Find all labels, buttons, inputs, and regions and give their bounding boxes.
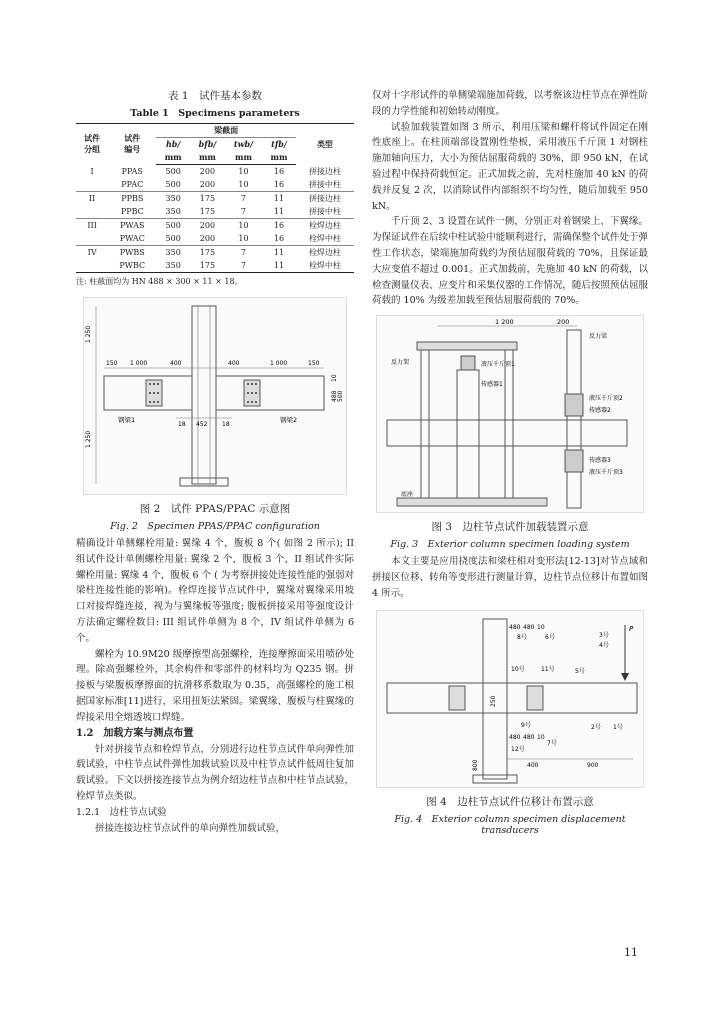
fig3-d1200: 1 200: [495, 318, 514, 327]
fig2-d1000b: 1 000: [270, 360, 288, 367]
cell-code: PPBC: [120, 207, 144, 216]
cell-type: 拼接中柱: [308, 207, 341, 216]
cell-bf: 175: [190, 192, 225, 206]
left-paragraph-1: 精确设计单侧螺栓用量: 翼缘 4 个，腹板 8 个( 如图 2 所示); II 组试件设计单侧螺栓用量: 翼缘 2 个，腹板 3 个，II 组试件实际螺栓用量: 翼缘 4 个，腹板 6 个 ( 为考察拼接处连接性能的强弱对梁柱连接性能的影响)。栓焊连接节点试件中，翼缘对翼缘采用坡口对接焊缝连接，视为与翼缘板等强度; 腹板拼接采用等强度设计方法确定螺栓数目: III 组试件单侧为 8 个，IV 组试件单侧为 6 个。: [76, 538, 354, 644]
fig4-n3: 3号: [599, 631, 609, 639]
cell-code: PWBS: [108, 246, 156, 260]
fig2-d452: 452: [196, 421, 208, 428]
fig2-d150b: 150: [308, 360, 320, 367]
figure-3: [376, 315, 644, 513]
fig4-d480a: 480: [509, 623, 521, 631]
th-unit: mm: [262, 151, 296, 165]
figure-4: [376, 610, 644, 788]
fig3-base-label: 底座: [401, 491, 414, 499]
cell-code: PWAC: [119, 234, 145, 243]
fig4-n2: 2号: [591, 723, 601, 731]
fig3-fanlijia: 反力架: [391, 359, 410, 367]
cell-group: I: [90, 166, 94, 176]
fig4-d480c: 480: [509, 733, 521, 741]
fig3-jack1: [461, 356, 475, 370]
fig4-d10a: 10: [537, 623, 545, 631]
cell-code: PPBS: [108, 192, 156, 206]
fig2-beam1-label: 钢梁1: [118, 416, 136, 424]
fig3-sensor3: 传感器3: [589, 457, 611, 465]
cell-tf: 11: [262, 192, 296, 206]
cell-type: 栓焊中柱: [308, 234, 341, 243]
fig3-sensor1: 传感器1: [481, 381, 503, 389]
fig4-n4: 4号: [599, 641, 609, 649]
table-title-en: Table 1 Specimens parameters: [130, 108, 300, 119]
fig4-d400: 400: [527, 761, 539, 769]
fig3-caption-en: Fig. 3 Exterior column specimen loading system: [390, 539, 630, 551]
cell-bf: 175: [199, 207, 216, 216]
fig2-d1250b: 1 250: [85, 430, 92, 448]
th-type: 类型: [296, 124, 354, 165]
fig2-d18a: 18: [178, 421, 186, 428]
cell-tf: 11: [262, 246, 296, 260]
fig4-caption-cn: 图 4 边柱节点试件位移计布置示意: [426, 795, 594, 808]
fig2-d1000a: 1 000: [130, 360, 148, 367]
fig2-d500: 500: [337, 390, 344, 402]
fig4-d250: 250: [490, 695, 497, 707]
cell-tf: 16: [273, 234, 285, 243]
cell-bf: 200: [199, 167, 216, 176]
left-paragraph-3: 针对拼接节点和栓焊节点，分别进行边柱节点试件单向弹性加载试验，中柱节点试件弹性加载试验以及中柱节点试件低周往复加载试验。下文以拼接连接节点为例介绍边柱节点和中柱节点试验，栓焊节点类似。: [76, 743, 354, 802]
fig2-beam2-label: 钢梁2: [280, 416, 298, 424]
table-row: [76, 259, 354, 273]
cell-type: 拼接中柱: [308, 180, 341, 189]
fig4-beam: [387, 683, 637, 713]
th-hb: hb/: [165, 139, 181, 149]
cell-type: 栓焊中柱: [296, 259, 354, 273]
fig2-d400a: 400: [170, 360, 182, 367]
right-paragraph-1: 仅对十字形试件的单侧梁端施加荷载，以考察该边柱节点在弹性阶段的力学性能和初始转动刚度。: [372, 90, 648, 117]
fig4-d480d: 480: [523, 733, 535, 741]
fig2-d18b: 18: [222, 421, 230, 428]
figure-2: [83, 297, 347, 495]
cell-group: [76, 205, 108, 219]
fig3-reaction-beam: [417, 342, 517, 350]
cell-hb: 350: [156, 259, 190, 273]
fig2-d10: 10: [331, 374, 338, 382]
cell-tw: 10: [238, 180, 249, 189]
th-code: 试件 编号: [108, 124, 156, 165]
cell-group: IV: [76, 246, 108, 260]
fig2-base: [180, 478, 228, 486]
fig4-d900: 900: [587, 761, 599, 769]
cell-hb: 350: [165, 207, 181, 216]
cell-type: 栓焊边柱: [296, 246, 354, 260]
cell-type: 拼接边柱: [308, 166, 341, 176]
cell-code: PWBC: [108, 259, 156, 273]
fig3-jack1-label: 液压千斤顶1: [481, 361, 515, 369]
fig3-base: [397, 498, 547, 506]
th-tw: twb/: [233, 139, 254, 149]
cell-tw: 10: [238, 234, 249, 243]
fig2-d488: 488: [331, 390, 338, 402]
right-paragraph-3: 千斤顶 2、3 设置在试件一侧，分别正对着钢梁上、下翼缘。为保证试件在后续中柱试验中能顺利进行，需确保整个试件处于弹性工作状态，梁端施加荷载约为预估屈服荷载的 70%，且保证最大应变值不超过 0.001。正式加载前，先施加 40 kN 的荷载，以检查测量仪表、应变片和采集仪器的工作情况，随后按照预估屈服荷载的 10% 为级差加载至预估屈服荷载的 70%。: [372, 216, 648, 307]
cell-bf: 175: [190, 259, 225, 273]
fig2-caption-en: Fig. 2 Specimen PPAS/PPAC configuration: [110, 521, 320, 532]
cell-tf: 11: [262, 259, 296, 273]
fig3-reaction-frame: [567, 330, 581, 508]
fig4-d10b: 10: [537, 733, 545, 741]
right-column: [372, 88, 648, 840]
fig4-n5: 5号: [575, 667, 585, 675]
cell-tw: 7: [240, 207, 247, 216]
cell-bf: 200: [199, 234, 216, 243]
fig3-fanli: 反力梁: [589, 333, 608, 341]
section-heading-1-2-1: 1.2.1 边柱节点试验: [76, 806, 167, 818]
fig3-caption-cn: 图 3 边柱节点试件加载装置示意: [431, 521, 589, 534]
fig3-column: [457, 370, 479, 498]
fig3-sensor2: 传感器2: [589, 407, 611, 415]
table-row: [76, 192, 354, 206]
table-title-cn: 表 1 试件基本参数: [167, 90, 263, 102]
fig2-drawing: [84, 298, 346, 494]
fig4-n6: 6号: [545, 633, 555, 641]
cell-tw: 7: [225, 246, 262, 260]
fig4-n10: 10号: [511, 665, 525, 673]
cell-hb: 500: [165, 167, 181, 176]
table-row: [76, 165, 354, 179]
table-row: [76, 232, 354, 246]
cell-code: PPAC: [121, 180, 144, 189]
left-paragraph-4: 拼接连接边柱节点试件的单向弹性加载试验，: [95, 822, 286, 834]
cell-type: 拼接边柱: [296, 192, 354, 206]
fig4-n11: 11号: [541, 665, 555, 673]
fig2-d150: 150: [106, 360, 118, 367]
table-note: 注: 柱截面均为 HN 488 × 300 × 11 × 18。: [76, 277, 243, 286]
fig4-P: P: [629, 624, 634, 633]
th-unit: mm: [190, 151, 225, 165]
fig4-n1: 1号: [613, 723, 623, 731]
fig3-d200: 200: [557, 318, 570, 327]
cell-tw: 7: [225, 259, 262, 273]
cell-bf: 200: [199, 180, 216, 189]
cell-tf: 16: [273, 167, 285, 176]
right-paragraph-2: 试验加载装置如图 3 所示，利用压梁和螺杆将试件固定在刚性底座上。在柱顶端部设置刚性垫板，采用液压千斤顶 1 对钢柱施加轴向压力，大小为预估屈服荷载的 30%，即 950 kN，在试验过程中保持荷载恒定。正式加载之前，先对柱施加 40 kN 的荷载并反复 2 次，以消除试件内部组织不均匀性，随后加载至 950 kN。: [372, 121, 648, 212]
th-section: 梁截面: [156, 124, 296, 138]
fig3-drawing: [377, 316, 643, 512]
fig4-d800: 800: [472, 759, 479, 771]
th-tf: tfb/: [271, 139, 287, 149]
fig3-jack2: 液压千斤顶2: [589, 395, 623, 403]
fig4-n9: 9号: [521, 721, 531, 729]
cell-hb: 500: [165, 180, 181, 189]
th-bf: bfb/: [198, 139, 217, 149]
cell-tf: 11: [273, 207, 285, 216]
cell-hb: 350: [156, 192, 190, 206]
fig4-drawing: [377, 611, 643, 787]
cell-tw: 10: [238, 167, 249, 176]
th-unit: mm: [156, 151, 190, 165]
right-paragraph-4: 本文主要是应用挠度法和梁柱相对变形法[12-13]对节点域和拼接区位移、转角等变形进行测量计算，边柱节点位移计布置如图 4 所示。: [372, 556, 648, 599]
cell-tw: 7: [225, 192, 262, 206]
left-paragraph-2: 螺栓为 10.9M20 级摩擦型高强螺栓，连接摩擦面采用喷砂处理。除高强螺栓外，其余构件和零部件的材料均为 Q235 钢。拼接板与梁腹板摩擦面的抗滑移系数取为 0.35，高强螺栓的施工根据国家标准[11]进行，采用扭矩法紧固。梁翼缘、腹板与柱翼缘的焊接采用全熔透坡口焊缝。: [76, 648, 354, 723]
table-row: [76, 205, 354, 219]
table-row: [76, 178, 354, 192]
fig2-d1250a: 1 250: [85, 325, 92, 343]
left-column: [76, 88, 354, 837]
fig2-caption-cn: 图 2 试件 PPAS/PPAC 示意图: [139, 503, 291, 515]
cell-code: PPAS: [121, 166, 143, 176]
th-group: 试件 分组: [76, 124, 108, 165]
cell-group: II: [76, 192, 108, 206]
cell-hb: 350: [156, 246, 190, 260]
cell-group: [76, 259, 108, 273]
cell-bf: 175: [190, 246, 225, 260]
section-heading-1-2: 1.2 加载方案与测点布置: [76, 727, 194, 739]
cell-tf: 16: [273, 180, 285, 189]
fig3-beam: [387, 420, 627, 446]
page-number: 11: [624, 946, 638, 959]
cell-tf: 16: [262, 219, 296, 233]
fig4-n8: 8号: [517, 633, 527, 641]
table-row: [76, 246, 354, 260]
th-unit: mm: [225, 151, 262, 165]
fig3-jack3: 液压千斤顶3: [589, 469, 623, 477]
fig4-d480b: 480: [523, 623, 535, 631]
cell-group: [76, 232, 108, 246]
fig4-n7: 7号: [547, 739, 557, 747]
cell-group: [76, 178, 108, 192]
fig4-caption-en: Fig. 4 Exterior column specimen displacement transducers: [394, 813, 626, 836]
cell-code: PWAS: [108, 219, 156, 233]
table-row: [76, 219, 354, 233]
cell-hb: 500: [156, 219, 190, 233]
fig2-beam-right: [216, 376, 324, 410]
specimen-table: [76, 123, 354, 273]
fig2-column: [192, 306, 216, 484]
cell-group: III: [76, 219, 108, 233]
fig4-n12: 12号: [511, 745, 525, 753]
cell-bf: 200: [190, 219, 225, 233]
fig2-d400b: 400: [228, 360, 240, 367]
cell-hb: 500: [165, 234, 181, 243]
cell-tw: 10: [225, 219, 262, 233]
cell-type: 栓焊边柱: [296, 219, 354, 233]
